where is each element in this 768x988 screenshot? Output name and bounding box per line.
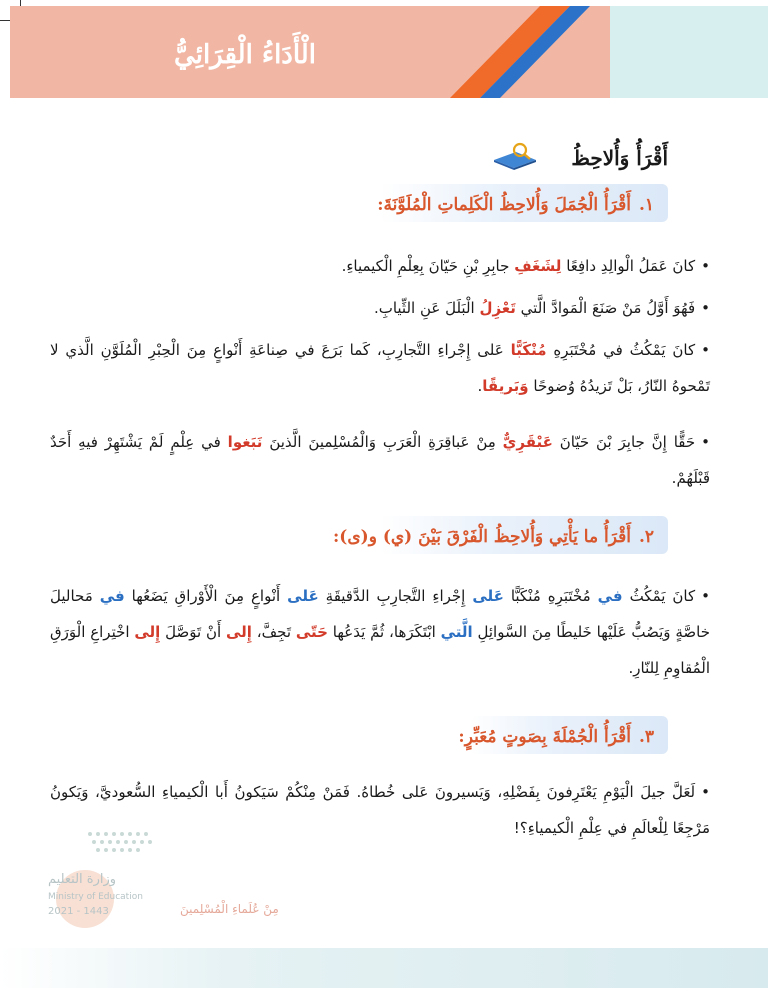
text: لَعَلَّ جيلَ الْيَوْمِ يَعْتَرِفونَ بِفَضْلِهِ، وَيَسيرونَ عَلى خُطاهُ. فَمَنْ مِنْكُمْ سَيَكونُ أَبا الْكيمياءِ السُّعوديَّ، وَيَكونُ مَرْجِعًا لِلْعالَمِ في عِلْمِ الْكيمياءِ؟! bbox=[50, 783, 710, 837]
highlighted-word: في bbox=[597, 587, 623, 605]
highlighted-word: الَّتي bbox=[440, 623, 473, 641]
text: أَنْواعٍ مِنَ الْأَوْراقِ يَضَعُها bbox=[124, 587, 288, 605]
text: عَلى إِجْراءِ التَّجارِبِ، كَما بَرَعَ في صِناعَةِ أَنْواعٍ مِنَ الْحِبْرِ الْمُلَوَّنِ الَّذي لا تَمْحوهُ النّارُ، بَلْ تَزيدُهُ وُضوحًا bbox=[50, 341, 710, 395]
text: جابِرِ بْنِ حَيّانَ بِعِلْمِ الْكيمياءِ. bbox=[341, 257, 515, 275]
text: مِنْ عَباقِرَةِ الْعَرَبِ وَالْمُسْلِمينَ الَّذينَ bbox=[262, 433, 503, 451]
intro-label: أَقْرَأُ وَأُلاحِظُ bbox=[571, 146, 668, 170]
section-number: ١. bbox=[638, 195, 654, 215]
section-title-text: أَقْرَأُ ما يَأْتِي وَأُلاحِظُ الْفَرْقَ بَيْنَ (ي) و(ى): bbox=[333, 527, 631, 547]
section-number: ٣. bbox=[638, 727, 654, 747]
text: تَجِفَّ، bbox=[251, 623, 296, 641]
highlighted-word: مُنْكَبًّا bbox=[510, 341, 547, 359]
highlighted-word: إِلى bbox=[134, 623, 161, 641]
text: كانَ عَمَلُ الْوالِدِ دافِعًا bbox=[561, 257, 696, 275]
section-title-text: أَقْرَأُ الْجُمَلَ وَأُلاحِظُ الْكَلِماتِ الْمُلَوَّنَةَ: bbox=[377, 195, 631, 215]
highlighted-word: حَتّى bbox=[295, 623, 328, 641]
highlighted-word: إِلى bbox=[226, 623, 252, 641]
book-magnifier-icon bbox=[490, 140, 540, 170]
highlighted-word: لِشَغَفِ bbox=[514, 257, 562, 275]
text: حَقًّا إِنَّ جابِرَ بْنَ حَيّانَ bbox=[552, 433, 696, 451]
highlighted-word: عَلى bbox=[287, 587, 319, 605]
text: كانَ يَمْكُثُ bbox=[622, 587, 696, 605]
highlighted-word: وَبَريقًا bbox=[482, 377, 529, 395]
section-title bbox=[333, 518, 654, 556]
highlighted-word: عَلى bbox=[472, 587, 504, 605]
text: اخْتِراعِ الْوَرَقِ الْمُقاوِمِ لِلنّارِ. bbox=[50, 623, 710, 677]
paragraph: •كانَ يَمْكُثُ في مُخْتَبَرِهِ مُنْكَبًّا عَلى إِجْراءِ التَّجارِبِ، كَما بَرَعَ في صِناعَةِ أَنْواعٍ مِنَ الْحِبْرِ الْمُلَوَّنِ الَّذي لا تَمْحوهُ النّارُ، بَلْ تَزيدُهُ وُضوحًا وَبَريقًا. bbox=[50, 341, 710, 395]
section-title bbox=[377, 186, 654, 224]
highlighted-word: تَعْزِلُ bbox=[479, 299, 516, 317]
text: . bbox=[477, 377, 483, 395]
text: مُخْتَبَرِهِ مُنْكَبًّا bbox=[503, 587, 598, 605]
section-title bbox=[458, 718, 654, 756]
page-title: الْأَدَاءُ الْقِرَائِيُّ bbox=[174, 40, 316, 70]
text: إِجْراءِ التَّجارِبِ الدَّقيقَةِ bbox=[318, 587, 473, 605]
paragraph: •فَهُوَ أَوَّلُ مَنْ صَنَعَ الْمَوادَّ الَّتي تَعْزِلُ الْبَلَلَ عَنِ الثِّيابِ. bbox=[373, 299, 710, 317]
text: فَهُوَ أَوَّلُ مَنْ صَنَعَ الْمَوادَّ الَّتي bbox=[515, 299, 696, 317]
paragraph: •لَعَلَّ جيلَ الْيَوْمِ يَعْتَرِفونَ بِفَضْلِهِ، وَيَسيرونَ عَلى خُطاهُ. فَمَنْ مِنْكُمْ سَيَكونُ أَبا الْكيمياءِ السُّعوديَّ، وَيَكونُ مَرْجِعًا لِلْعالَمِ في عِلْمِ الْكيمياءِ؟! bbox=[50, 783, 710, 837]
lesson-footer: مِنْ عُلَماءِ الْمُسْلِمينَ bbox=[180, 902, 279, 916]
text: ابْتَكَرَها، ثُمَّ يَدَعُها bbox=[327, 623, 441, 641]
highlighted-word: في bbox=[99, 587, 125, 605]
ministry-name-ar: وزارة التعليم bbox=[48, 872, 117, 887]
ministry-logo-icon bbox=[80, 826, 170, 860]
text: الْبَلَلَ عَنِ الثِّيابِ. bbox=[373, 299, 480, 317]
section-number: ٢. bbox=[638, 527, 654, 547]
text: أَنْ تَوَصَّلَ bbox=[160, 623, 226, 641]
highlighted-word: نَبَغوا bbox=[227, 433, 263, 451]
paragraph: •حَقًّا إِنَّ جابِرَ بْنَ حَيّانَ عَبْقَرِيٌّ مِنْ عَباقِرَةِ الْعَرَبِ وَالْمُسْلِمينَ الَّذينَ نَبَغوا في عِلْمٍ لَمْ يَشْتَهِرْ فيهِ أَحَدٌ قَبْلَهُمْ. bbox=[50, 433, 711, 487]
section-title-text: أَقْرَأُ الْجُمْلَةَ بِصَوتٍ مُعَبِّرٍ: bbox=[458, 727, 631, 747]
crop-mark bbox=[0, 20, 10, 21]
paragraph: •كانَ يَمْكُثُ في مُخْتَبَرِهِ مُنْكَبًّا عَلى إِجْراءِ التَّجارِبِ الدَّقيقَةِ عَلى أَنْواعٍ مِنَ الْأَوْراقِ يَضَعُها في مَحاليلَ خاصَّةٍ وَيَصُبُّ عَلَيْها خَليطًا مِنَ السَّوائِلِ الَّتي ابْتَكَرَها، ثُمَّ يَدَعُها حَتّى تَجِفَّ، إِلى أَنْ تَوَصَّلَ إِلى اخْتِراعِ الْوَرَقِ الْمُقاوِمِ لِلنّارِ. bbox=[50, 587, 710, 677]
highlighted-word: عَبْقَرِيٌّ bbox=[502, 433, 553, 451]
ministry-name-en: Ministry of Education bbox=[48, 892, 143, 902]
ministry-year: 2021 - 1443 bbox=[48, 906, 109, 917]
text: كانَ يَمْكُثُ في مُخْتَبَرِهِ bbox=[546, 341, 696, 359]
paragraph: •كانَ عَمَلُ الْوالِدِ دافِعًا لِشَغَفِ جابِرِ بْنِ حَيّانَ بِعِلْمِ الْكيمياءِ. bbox=[341, 257, 710, 275]
text: في عِلْمٍ لَمْ يَشْتَهِرْ فيهِ أَحَدٌ قَبْلَهُمْ. bbox=[50, 433, 710, 487]
footer-band bbox=[0, 948, 768, 988]
header-stripes bbox=[440, 6, 590, 98]
text: مَحاليلَ خاصَّةٍ وَيَصُبُّ عَلَيْها خَليطًا مِنَ السَّوائِلِ bbox=[50, 587, 710, 641]
